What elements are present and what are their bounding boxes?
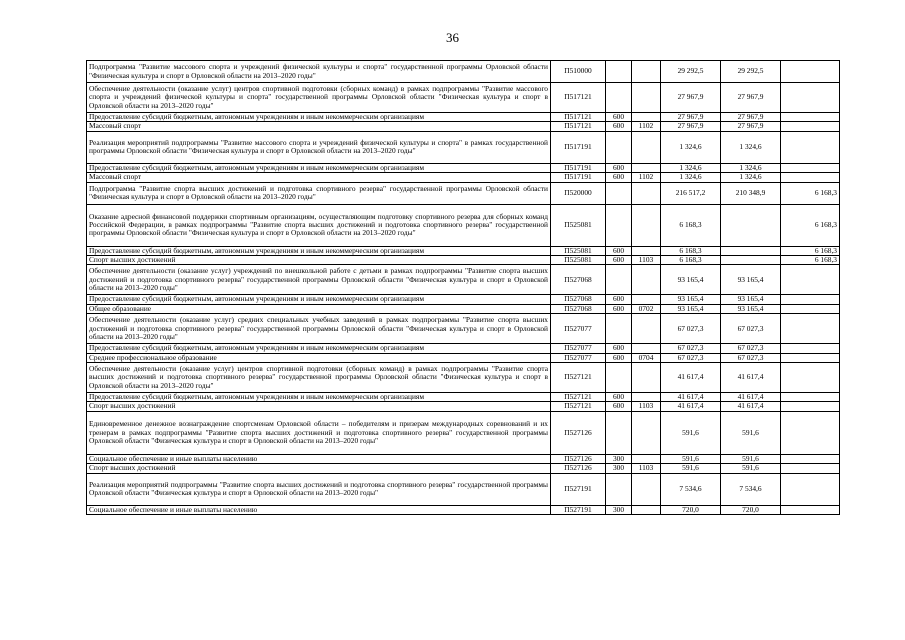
regional-amount-cell: 1 324,6 [721,131,781,163]
expense-type-cell [606,411,632,454]
name-cell: Предоставление субсидий бюджетным, автономным учреждениям и иным некоммерческим организациям [87,295,551,304]
target-article-cell: П527121 [551,393,606,402]
target-article-cell: П527126 [551,464,606,473]
section-cell [632,454,661,463]
federal-amount-cell [781,402,840,411]
expense-type-cell: 600 [606,173,632,182]
regional-amount-cell [721,256,781,265]
section-cell [632,113,661,122]
expense-type-cell [606,204,632,246]
federal-amount-cell [781,131,840,163]
expense-type-cell [606,61,632,83]
section-cell: 1103 [632,256,661,265]
table-row [87,163,840,172]
regional-amount-cell: 720,0 [721,505,781,514]
target-article-cell: П517191 [551,131,606,163]
name-cell: Обеспечение деятельности (оказание услуг) центров спортивной подготовки (сборных команд) в рамках подпрограммы "Развитие спорта высших достижений и подготовка спортивного резерва" государственной программы Орловской области "Физическая культура и спорт в Орловской области на 2013–2020 годы" [87,363,551,393]
expense-type-cell [606,314,632,344]
expense-type-cell: 600 [606,256,632,265]
total-amount-cell: 41 617,4 [661,402,721,411]
table-row [87,393,840,402]
total-amount-cell: 591,6 [661,464,721,473]
table-row [87,256,840,265]
target-article-cell: П527068 [551,295,606,304]
total-amount-cell: 41 617,4 [661,393,721,402]
target-article-cell: П527121 [551,402,606,411]
table-row [87,295,840,304]
total-amount-cell: 93 165,4 [661,295,721,304]
regional-amount-cell: 210 348,9 [721,182,781,204]
regional-amount-cell: 27 967,9 [721,122,781,131]
total-amount-cell: 93 165,4 [661,265,721,295]
name-cell: Социальное обеспечение и иные выплаты населению [87,454,551,463]
regional-amount-cell: 93 165,4 [721,304,781,313]
section-cell [632,61,661,83]
name-cell: Подпрограмма "Развитие спорта высших достижений и подготовка спортивного резерва" государственной программы Орловской области "Физическая культура и спорт в Орловской области на 2013–2020 годы" [87,182,551,204]
total-amount-cell: 67 027,3 [661,344,721,353]
regional-amount-cell: 41 617,4 [721,402,781,411]
section-cell: 1103 [632,402,661,411]
federal-amount-cell [781,83,840,113]
expense-type-cell: 600 [606,246,632,255]
regional-amount-cell: 29 292,5 [721,61,781,83]
federal-amount-cell [781,393,840,402]
table-row [87,505,840,514]
target-article-cell: П527068 [551,304,606,313]
regional-amount-cell: 7 534,6 [721,473,781,505]
table-row [87,265,840,295]
expense-type-cell [606,182,632,204]
total-amount-cell: 67 027,3 [661,314,721,344]
regional-amount-cell: 27 967,9 [721,113,781,122]
regional-amount-cell: 67 027,3 [721,353,781,362]
federal-amount-cell [781,411,840,454]
federal-amount-cell [781,505,840,514]
target-article-cell: П520000 [551,182,606,204]
table-row [87,113,840,122]
name-cell: Реализация мероприятий подпрограммы "Развитие спорта высших достижений и подготовка спортивного резерва" государственной программы Орловской области "Физическая культура и спорт в Орловской области на 2013–2020 годы" [87,473,551,505]
expense-type-cell: 600 [606,113,632,122]
federal-amount-cell [781,473,840,505]
total-amount-cell: 6 168,3 [661,246,721,255]
expense-type-cell: 300 [606,454,632,463]
federal-amount-cell [781,295,840,304]
name-cell: Спорт высших достижений [87,464,551,473]
target-article-cell: П517121 [551,83,606,113]
table-row [87,454,840,463]
federal-amount-cell: 6 168,3 [781,256,840,265]
target-article-cell: П527191 [551,473,606,505]
table-row [87,246,840,255]
name-cell: Предоставление субсидий бюджетным, автономным учреждениям и иным некоммерческим организациям [87,246,551,255]
total-amount-cell: 6 168,3 [661,256,721,265]
target-article-cell: П527077 [551,314,606,344]
name-cell: Предоставление субсидий бюджетным, автономным учреждениям и иным некоммерческим организациям [87,393,551,402]
name-cell: Оказание адресной финансовой поддержки спортивным организациям, осуществляющим подготовку спортивного резерва для сборных команд Российской Федерации, в рамках подпрограммы "Развитие спорта высших достижений и подготовка спортивного резерва" государственной программы Орловской области "Физическая культура и спорт в Орловской области на 2013–2020 годы" [87,204,551,246]
section-cell: 0704 [632,353,661,362]
section-cell [632,344,661,353]
regional-amount-cell: 1 324,6 [721,163,781,172]
total-amount-cell: 29 292,5 [661,61,721,83]
section-cell [632,363,661,393]
regional-amount-cell: 93 165,4 [721,265,781,295]
table-row [87,344,840,353]
table-row [87,353,840,362]
section-cell [632,314,661,344]
regional-amount-cell: 1 324,6 [721,173,781,182]
regional-amount-cell: 591,6 [721,464,781,473]
target-article-cell: П527068 [551,265,606,295]
target-article-cell: П517121 [551,113,606,122]
regional-amount-cell [721,204,781,246]
name-cell: Среднее профессиональное образование [87,353,551,362]
section-cell: 1102 [632,122,661,131]
federal-amount-cell [781,454,840,463]
regional-amount-cell: 41 617,4 [721,363,781,393]
name-cell: Спорт высших достижений [87,256,551,265]
regional-amount-cell [721,246,781,255]
regional-amount-cell: 41 617,4 [721,393,781,402]
name-cell: Предоставление субсидий бюджетным, автономным учреждениям и иным некоммерческим организациям [87,113,551,122]
target-article-cell: П527126 [551,411,606,454]
table-row [87,464,840,473]
expense-type-cell [606,473,632,505]
target-article-cell: П525081 [551,256,606,265]
total-amount-cell: 93 165,4 [661,304,721,313]
section-cell [632,204,661,246]
name-cell: Общее образование [87,304,551,313]
table-row [87,304,840,313]
name-cell: Массовый спорт [87,173,551,182]
section-cell [632,265,661,295]
federal-amount-cell [781,314,840,344]
expense-type-cell [606,363,632,393]
expense-type-cell: 300 [606,505,632,514]
target-article-cell: П527077 [551,344,606,353]
total-amount-cell: 41 617,4 [661,363,721,393]
expense-type-cell: 300 [606,464,632,473]
table-row [87,363,840,393]
section-cell [632,246,661,255]
table-row [87,411,840,454]
expense-type-cell: 600 [606,344,632,353]
federal-amount-cell [781,173,840,182]
name-cell: Предоставление субсидий бюджетным, автономным учреждениям и иным некоммерческим организациям [87,163,551,172]
section-cell: 1103 [632,464,661,473]
name-cell: Обеспечение деятельности (оказание услуг) средних специальных учебных заведений в рамках подпрограммы "Развитие спорта высших достижений и подготовка спортивного резерва" государственной программы Орловской области "Физическая культура и спорт в Орловской области на 2013–2020 годы" [87,314,551,344]
total-amount-cell: 591,6 [661,454,721,463]
target-article-cell: П527077 [551,353,606,362]
federal-amount-cell: 6 168,3 [781,246,840,255]
budget-table [86,60,840,515]
name-cell: Массовый спорт [87,122,551,131]
expense-type-cell: 600 [606,304,632,313]
table-row [87,473,840,505]
table-row [87,173,840,182]
page-number: 36 [446,30,459,45]
expense-type-cell [606,83,632,113]
table-row [87,182,840,204]
name-cell: Обеспечение деятельности (оказание услуг) центров спортивной подготовки (сборных команд) в рамках подпрограммы "Развитие массового спорта и учреждений физической культуры и спорта" государственной программы Орловской области "Физическая культура и спорт в Орловской области на 2013–2020 годы" [87,83,551,113]
federal-amount-cell [781,61,840,83]
target-article-cell: П525081 [551,204,606,246]
table-row [87,131,840,163]
federal-amount-cell [781,353,840,362]
federal-amount-cell [781,363,840,393]
table-row [87,122,840,131]
total-amount-cell: 591,6 [661,411,721,454]
name-cell: Предоставление субсидий бюджетным, автономным учреждениям и иным некоммерческим организациям [87,344,551,353]
target-article-cell: П510000 [551,61,606,83]
table-body [87,61,840,515]
expense-type-cell: 600 [606,402,632,411]
federal-amount-cell [781,304,840,313]
federal-amount-cell [781,122,840,131]
section-cell: 1102 [632,173,661,182]
regional-amount-cell: 67 027,3 [721,344,781,353]
regional-amount-cell: 67 027,3 [721,314,781,344]
regional-amount-cell: 591,6 [721,454,781,463]
target-article-cell: П517191 [551,173,606,182]
name-cell: Подпрограмма "Развитие массового спорта и учреждений физической культуры и спорта" государственной программы Орловской области "Физическая культура и спорт в Орловской области на 2013–2020 годы" [87,61,551,83]
federal-amount-cell [781,265,840,295]
target-article-cell: П527121 [551,363,606,393]
total-amount-cell: 27 967,9 [661,122,721,131]
section-cell [632,411,661,454]
table-row [87,314,840,344]
expense-type-cell: 600 [606,122,632,131]
target-article-cell: П527126 [551,454,606,463]
total-amount-cell: 1 324,6 [661,131,721,163]
target-article-cell: П517191 [551,163,606,172]
table-row [87,204,840,246]
name-cell: Единовременное денежное вознаграждение спортсменам Орловской области – победителям и призерам международных соревнований и их тренерам в рамках подпрограммы "Развитие спорта высших достижений и подготовка спортивного резерва" государственной программы Орловской области "Физическая культура и спорт в Орловской области на 2013–2020 годы" [87,411,551,454]
total-amount-cell: 27 967,9 [661,83,721,113]
total-amount-cell: 6 168,3 [661,204,721,246]
section-cell [632,295,661,304]
name-cell: Обеспечение деятельности (оказание услуг) учреждений по внешкольной работе с детьми в рамках подпрограммы "Развитие спорта высших достижений и подготовка спортивного резерва" государственной программы Орловской области "Физическая культура и спорт в Орловской области на 2013–2020 годы" [87,265,551,295]
name-cell: Реализация мероприятий подпрограммы "Развитие массового спорта и учреждений физической культуры и спорта" в рамках государственной программы Орловской области "Физическая культура и спорт в Орловской области на 2013–2020 годы" [87,131,551,163]
section-cell [632,182,661,204]
federal-amount-cell: 6 168,3 [781,182,840,204]
expense-type-cell: 600 [606,393,632,402]
section-cell [632,83,661,113]
table-row [87,402,840,411]
total-amount-cell: 1 324,6 [661,173,721,182]
target-article-cell: П525081 [551,246,606,255]
regional-amount-cell: 93 165,4 [721,295,781,304]
table-row [87,61,840,83]
table-row [87,83,840,113]
section-cell: 0702 [632,304,661,313]
federal-amount-cell [781,163,840,172]
expense-type-cell [606,131,632,163]
total-amount-cell: 67 027,3 [661,353,721,362]
total-amount-cell: 1 324,6 [661,163,721,172]
total-amount-cell: 27 967,9 [661,113,721,122]
target-article-cell: П527191 [551,505,606,514]
target-article-cell: П517121 [551,122,606,131]
section-cell [632,505,661,514]
section-cell [632,473,661,505]
expense-type-cell: 600 [606,163,632,172]
regional-amount-cell: 27 967,9 [721,83,781,113]
section-cell [632,393,661,402]
federal-amount-cell [781,113,840,122]
federal-amount-cell [781,464,840,473]
expense-type-cell [606,265,632,295]
total-amount-cell: 7 534,6 [661,473,721,505]
federal-amount-cell [781,344,840,353]
federal-amount-cell: 6 168,3 [781,204,840,246]
regional-amount-cell: 591,6 [721,411,781,454]
total-amount-cell: 216 517,2 [661,182,721,204]
expense-type-cell: 600 [606,353,632,362]
name-cell: Социальное обеспечение и иные выплаты населению [87,505,551,514]
expense-type-cell: 600 [606,295,632,304]
section-cell [632,163,661,172]
section-cell [632,131,661,163]
total-amount-cell: 720,0 [661,505,721,514]
name-cell: Спорт высших достижений [87,402,551,411]
